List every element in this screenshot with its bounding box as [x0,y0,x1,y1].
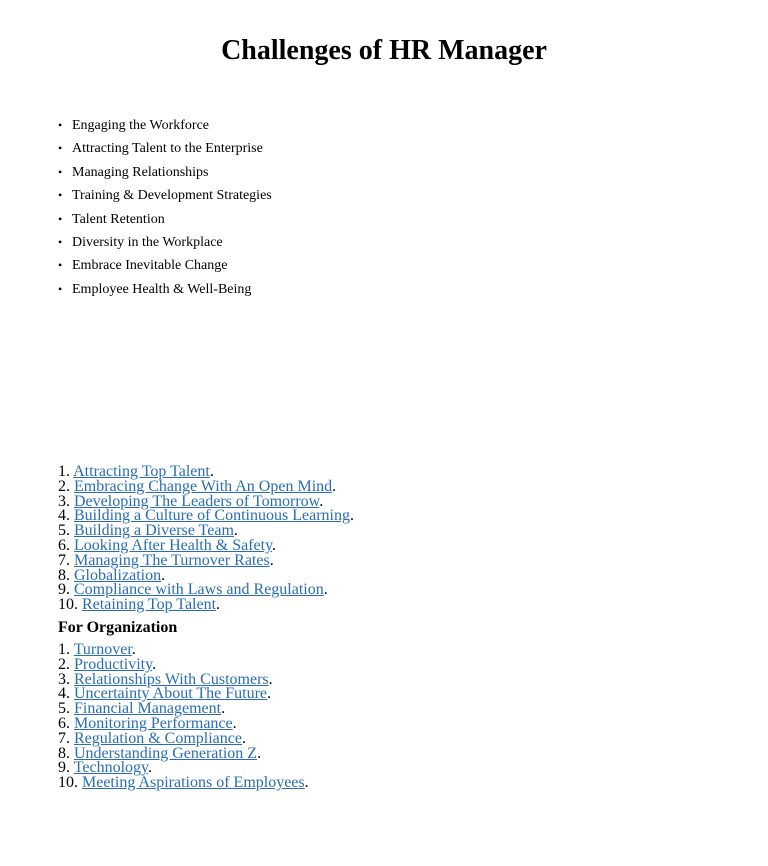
link-productivity[interactable]: Productivity [74,655,153,673]
item-suffix: . [257,744,262,762]
bullet-glyph: • [58,141,63,156]
item-number: 2. [58,655,70,673]
bullet-glyph: • [58,164,63,179]
bullet-text: Talent Retention [72,211,165,227]
item-suffix: . [268,670,273,688]
item-suffix: . [323,581,328,599]
bullet-item [58,137,272,160]
link-aspirations-employees[interactable]: Meeting Aspirations of Employees [82,774,305,792]
hr-challenges-numbered-list [58,465,354,613]
bullet-text: Engaging the Workforce [72,118,210,133]
link-uncertainty-future[interactable]: Uncertainty About The Future [74,685,267,703]
item-number: 4. [58,685,70,703]
page-title: Challenges of HR Manager [221,35,547,66]
bullet-glyph: • [58,118,63,132]
bullet-glyph: • [58,211,63,226]
link-relationships-customers[interactable]: Relationships With Customers [74,670,269,688]
list-item [58,598,354,613]
bullet-text: Employee Health & Well-Being [72,281,252,297]
link-generation-z[interactable]: Understanding Generation Z [74,744,258,762]
bullet-text: Diversity in the Workplace [72,234,223,250]
bullet-glyph: • [58,234,63,249]
item-number: 4. [58,507,70,525]
link-regulation-compliance[interactable]: Regulation & Compliance [74,729,242,747]
item-suffix: . [241,729,246,747]
bullet-text: Training & Development Strategies [72,188,272,204]
item-suffix: . [209,463,214,480]
bullet-item [58,254,272,277]
bullet-glyph: • [58,258,63,273]
item-number: 9. [58,581,70,599]
item-number: 10. [58,596,78,614]
item-number: 9. [58,759,70,777]
link-globalization[interactable]: Globalization [74,566,162,584]
bullet-text: Embrace Inevitable Change [72,258,228,274]
link-monitoring-performance[interactable]: Monitoring Performance [74,714,233,732]
link-retaining-top-talent[interactable]: Retaining Top Talent [82,596,217,614]
item-suffix: . [161,566,166,584]
item-number: 1. [58,463,70,480]
item-suffix: . [216,596,221,614]
item-number: 6. [58,714,70,732]
bullet-item [58,278,272,301]
link-developing-leaders[interactable]: Developing The Leaders of Tomorrow [74,492,320,510]
item-number: 10. [58,774,78,792]
bullet-glyph: • [58,188,63,203]
item-number: 6. [58,536,70,554]
item-number: 7. [58,551,70,569]
link-diverse-team[interactable]: Building a Diverse Team [74,522,234,540]
item-suffix: . [272,536,277,554]
item-number: 2. [58,477,70,495]
item-number: 3. [58,492,70,510]
bullet-item [58,184,272,207]
item-number: 8. [58,566,70,584]
item-suffix: . [304,774,309,792]
bullet-glyph: • [58,281,63,296]
link-attracting-top-talent[interactable]: Attracting Top Talent [73,463,210,480]
item-suffix: . [221,700,226,718]
item-suffix: . [319,492,324,510]
bullet-item [58,161,272,184]
item-suffix: . [233,522,238,540]
challenges-bullet-list [58,114,272,301]
item-number: 5. [58,700,70,718]
item-number: 5. [58,522,70,540]
section-heading-for-organization: For Organization [58,619,178,636]
item-number: 8. [58,744,70,762]
item-suffix: . [267,685,271,703]
item-suffix: . [147,759,152,777]
link-compliance-laws[interactable]: Compliance with Laws and Regulation [74,581,324,599]
bullet-item [58,231,272,254]
link-technology[interactable]: Technology [73,759,148,777]
link-embracing-change[interactable]: Embracing Change With An Open Mind [74,477,333,495]
item-number: 7. [58,729,70,747]
bullet-item [58,208,272,231]
item-suffix: . [332,477,337,495]
item-suffix: . [131,641,136,658]
link-health-safety[interactable]: Looking After Health & Safety [74,536,273,554]
item-suffix: . [269,551,274,569]
item-suffix: . [232,714,237,732]
item-number: 3. [58,670,70,688]
bullet-text: Attracting Talent to the Enterprise [72,141,263,157]
item-number: 1. [58,641,70,658]
organization-challenges-numbered-list [58,643,309,791]
link-turnover-rates[interactable]: Managing The Turnover Rates [74,551,270,569]
bullet-text: Managing Relationships [72,164,209,180]
link-continuous-learning[interactable]: Building a Culture of Continuous Learning [74,507,350,525]
bullet-item [58,114,272,137]
item-suffix: . [349,507,354,525]
item-suffix: . [152,655,157,673]
list-item [58,776,309,791]
link-financial-management[interactable]: Financial Management [74,700,222,718]
link-turnover[interactable]: Turnover [73,641,132,658]
